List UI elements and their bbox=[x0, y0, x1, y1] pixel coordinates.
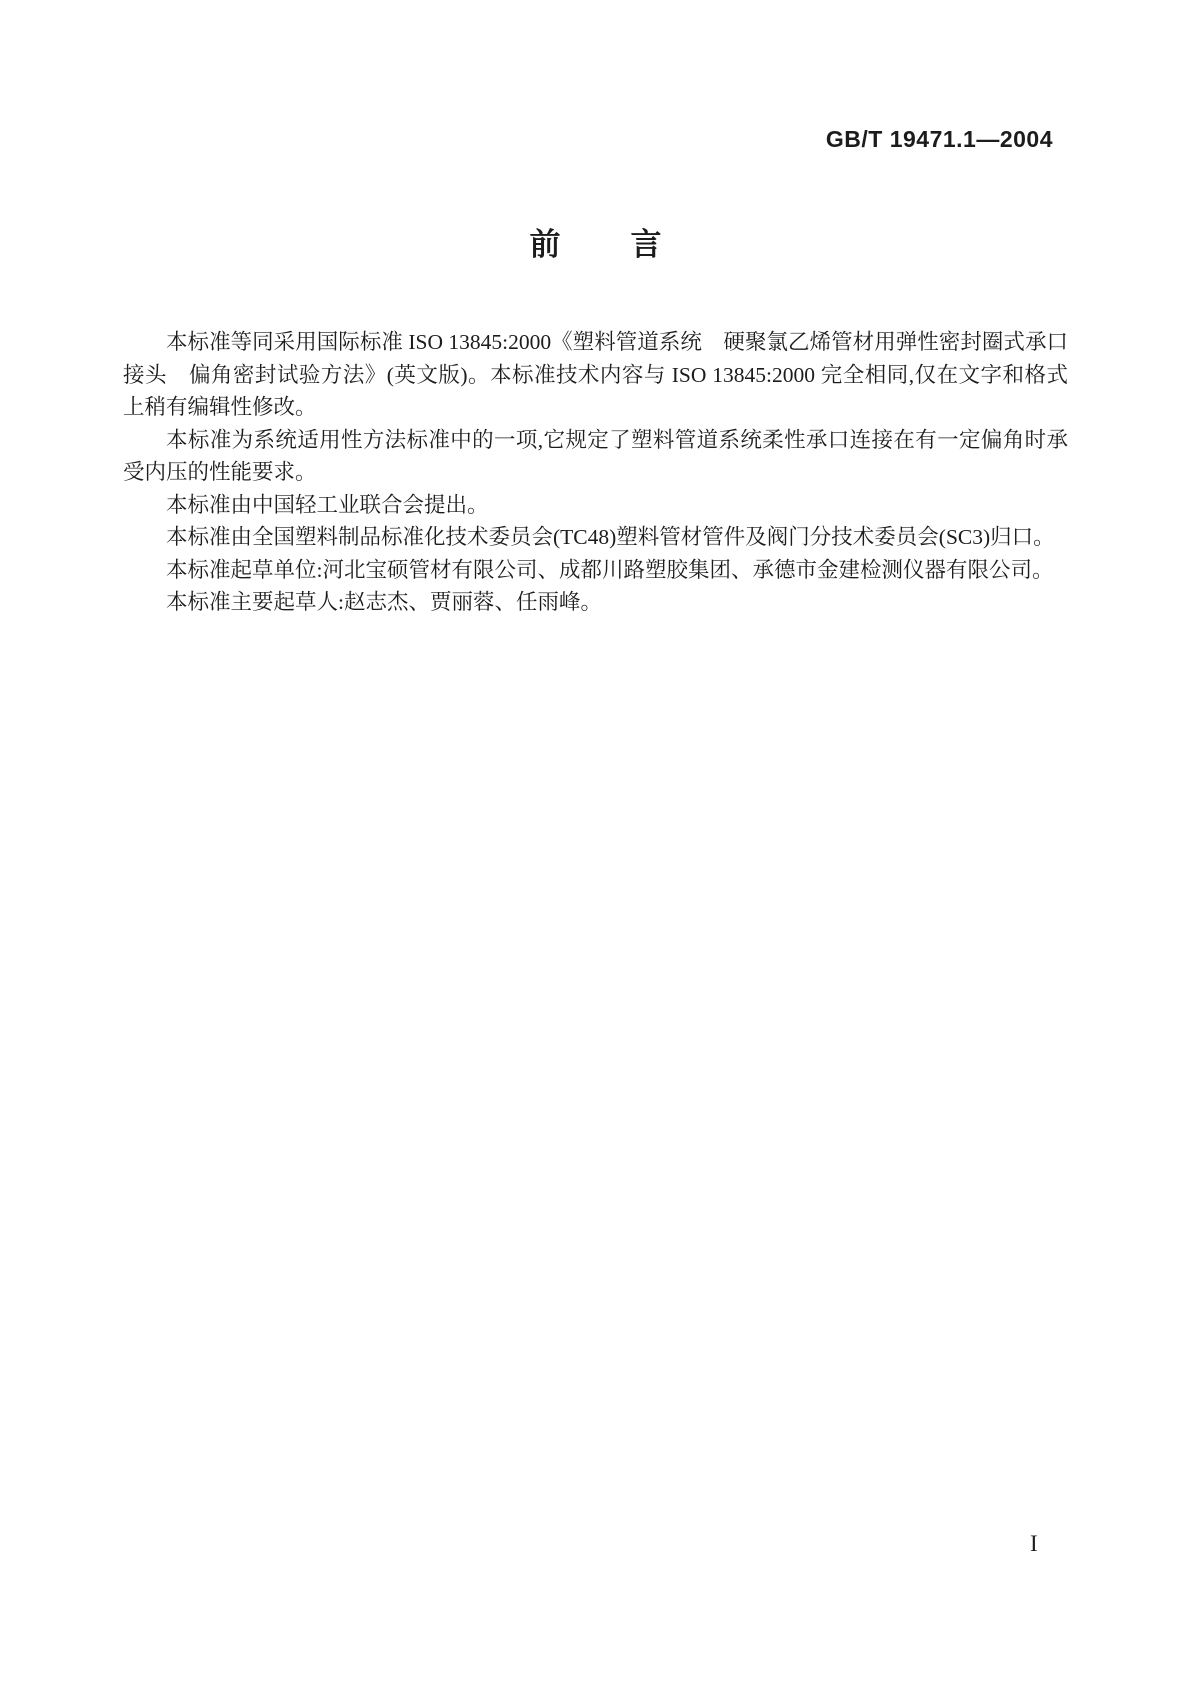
foreword-paragraph: 本标准为系统适用性方法标准中的一项,它规定了塑料管道系统柔性承口连接在有一定偏角时承受内压的性能要求。 bbox=[123, 427, 1068, 484]
page-title bbox=[0, 228, 1191, 262]
foreword-paragraph: 本标准起草单位:河北宝硕管材有限公司、成都川路塑胶集团、承德市金建检测仪器有限公司。 bbox=[166, 557, 1054, 582]
page-title-char-2: 言 bbox=[630, 227, 662, 262]
foreword-paragraph: 本标准主要起草人:赵志杰、贾丽蓉、任雨峰。 bbox=[166, 590, 602, 614]
foreword-body bbox=[123, 326, 1068, 619]
page-number: I bbox=[1030, 1531, 1038, 1556]
foreword-paragraph: 本标准由中国轻工业联合会提出。 bbox=[166, 492, 489, 517]
standard-number: GB/T 19471.1—2004 bbox=[825, 126, 1053, 152]
page-title-char-1: 前 bbox=[529, 227, 561, 262]
foreword-paragraph: 本标准由全国塑料制品标准化技术委员会(TC48)塑料管材管件及阀门分技术委员会(SC3)归口。 bbox=[166, 525, 1055, 549]
foreword-paragraph: 本标准等同采用国际标准 ISO 13845:2000《塑料管道系统 硬聚氯乙烯管材用弹性密封圈式承口接头 偏角密封试验方法》(英文版)。本标准技术内容与 ISO 13845:2000 完全相同,仅在文字和格式上稍有编辑性修改。 bbox=[123, 330, 1068, 419]
